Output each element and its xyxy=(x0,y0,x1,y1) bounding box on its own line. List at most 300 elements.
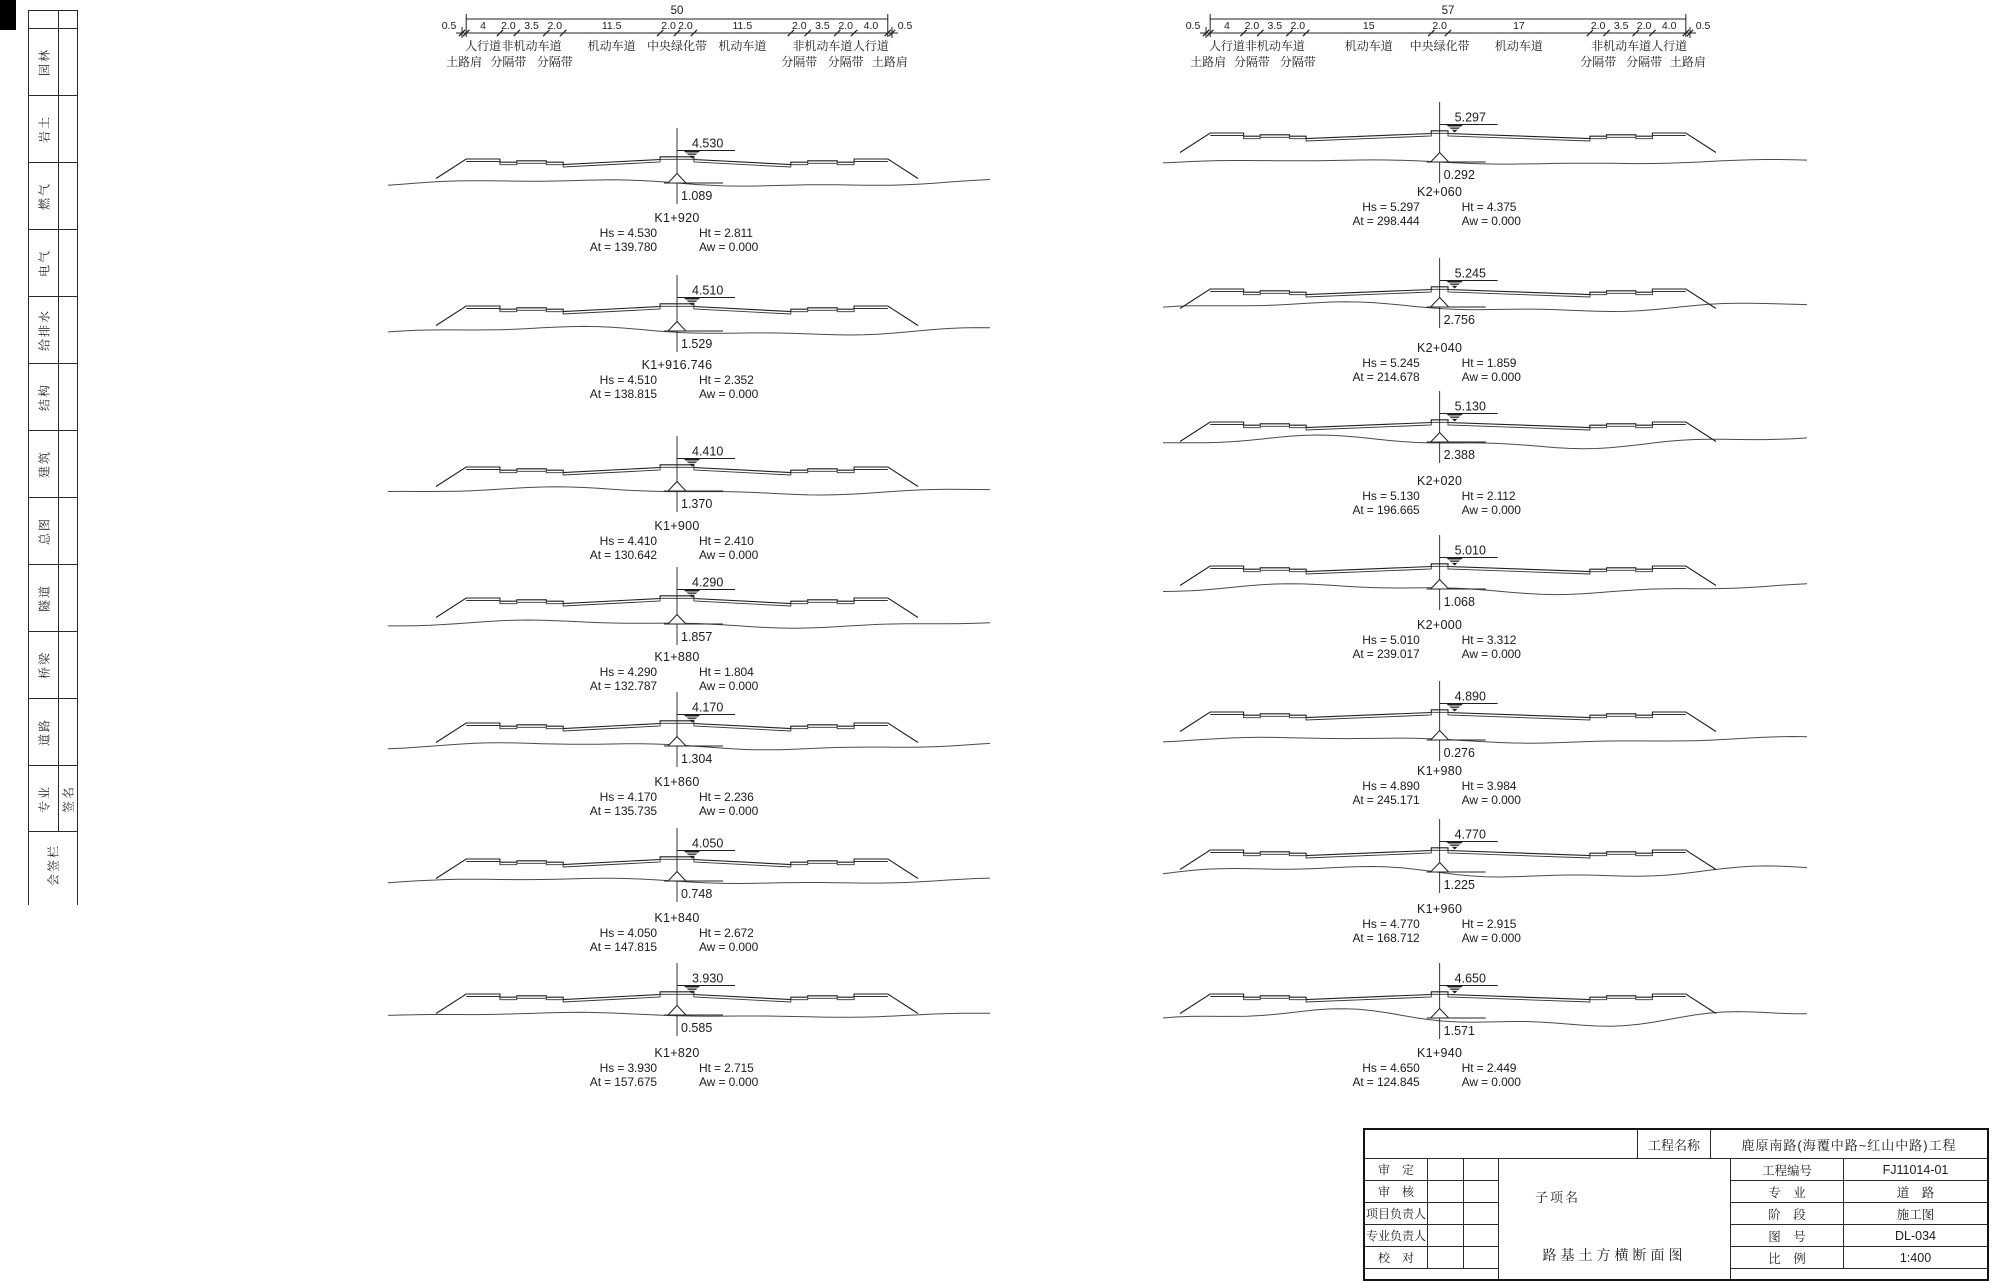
section-drawing xyxy=(1155,91,1815,191)
top-elevation: 3.930 xyxy=(692,971,724,986)
sub-lane-label: 分隔带 xyxy=(1626,55,1663,69)
dim-seg-value: 4 xyxy=(480,20,487,32)
section-drawing xyxy=(1155,247,1815,347)
station-label: K1+860 xyxy=(654,775,700,789)
approval-date-cell xyxy=(1464,1225,1498,1246)
at-value: At = 214.678 xyxy=(1352,369,1420,384)
ht-value: Ht = 2.915 xyxy=(1461,917,1517,931)
top-elevation: 5.245 xyxy=(1454,266,1486,281)
approval-row-label: 校 对 xyxy=(1365,1247,1428,1268)
section-drawing xyxy=(380,117,1000,217)
top-elevation: 4.170 xyxy=(692,700,724,715)
rail-frame xyxy=(28,10,78,832)
bottom-elevation: 0.276 xyxy=(1443,746,1475,760)
info-row xyxy=(1731,1247,1987,1269)
hs-value: Hs = 4.890 xyxy=(1362,779,1420,793)
rail-discipline-label: 燃气 xyxy=(37,181,51,211)
aw-value: Aw = 0.000 xyxy=(699,386,759,401)
bottom-elevation: 2.388 xyxy=(1443,448,1475,462)
ground-marker-icon xyxy=(1427,580,1486,590)
aw-value: Aw = 0.000 xyxy=(1461,930,1521,945)
lane-label: 中央绿化带 xyxy=(646,39,708,53)
dim-seg-value: 11.5 xyxy=(601,20,622,32)
left-stats xyxy=(537,227,657,254)
sub-lane-label: 土路肩 xyxy=(1669,55,1706,69)
ground-line xyxy=(1163,866,1807,877)
countersign-area xyxy=(28,836,78,894)
left-stats xyxy=(537,791,657,818)
aw-value: Aw = 0.000 xyxy=(699,239,759,254)
approval-row xyxy=(1365,1159,1498,1181)
bottom-elevation: 0.585 xyxy=(681,1021,713,1035)
rail-signature-cell xyxy=(58,297,77,363)
approval-row xyxy=(1365,1225,1498,1247)
at-value: At = 147.815 xyxy=(589,939,657,954)
dim-seg-value: 2.0 xyxy=(1432,20,1447,32)
countersign-label: 会签栏 xyxy=(46,843,61,887)
station-label: K1+840 xyxy=(654,911,700,925)
rail-signature-cell xyxy=(58,632,77,698)
top-elevation: 4.510 xyxy=(692,283,724,298)
approval-signature-cell xyxy=(1428,1225,1464,1246)
station-label: K1+820 xyxy=(654,1046,700,1060)
rail-discipline-cell xyxy=(29,297,77,364)
bottom-elevation: 1.089 xyxy=(681,189,713,203)
station-label: K1+960 xyxy=(1417,902,1463,916)
cross-section xyxy=(380,117,1000,257)
ground-marker-icon xyxy=(1427,153,1486,163)
ht-value: Ht = 1.804 xyxy=(699,665,754,679)
dim-total: 57 xyxy=(1441,5,1455,17)
approval-row-label: 审 核 xyxy=(1365,1181,1428,1202)
at-value: At = 135.735 xyxy=(589,803,657,818)
sub-lane-label: 分隔带 xyxy=(827,55,864,69)
cross-section xyxy=(1155,952,1815,1092)
rail-signature-cell xyxy=(58,29,77,95)
at-value: At = 245.171 xyxy=(1352,792,1420,807)
info-row xyxy=(1731,1181,1987,1203)
drawing-title: 路基土方横断面图 xyxy=(1542,1247,1687,1263)
station-label: K1+940 xyxy=(1417,1046,1463,1060)
ht-value: Ht = 2.715 xyxy=(699,1061,754,1075)
lane-label: 非机动车道 xyxy=(1244,39,1305,53)
approval-row-label: 审 定 xyxy=(1365,1159,1428,1180)
rail-discipline-cell xyxy=(29,96,77,163)
lane-label: 人行道 xyxy=(852,39,889,53)
aw-value: Aw = 0.000 xyxy=(699,678,759,693)
rail-discipline-label: 建筑 xyxy=(37,449,51,479)
ground-marker-icon xyxy=(664,322,723,332)
dim-seg-value: 3.5 xyxy=(815,20,830,32)
project-name-value: 鹿原南路(海覆中路~红山中路)工程 xyxy=(1741,1137,1957,1153)
at-value: At = 298.444 xyxy=(1352,213,1420,228)
rail-discipline-cell xyxy=(29,29,77,96)
dim-seg-value: 2.0 xyxy=(1590,20,1606,32)
aw-value: Aw = 0.000 xyxy=(699,803,759,818)
left-stats xyxy=(537,1062,657,1089)
approval-date-cell xyxy=(1464,1159,1498,1180)
hs-value: Hs = 3.930 xyxy=(599,1061,657,1075)
bottom-elevation: 1.571 xyxy=(1443,1024,1475,1038)
cross-section xyxy=(380,678,1000,821)
right-stats xyxy=(1462,1062,1592,1089)
info-row xyxy=(1731,1225,1987,1247)
rail-discipline-label: 电气 xyxy=(37,248,51,278)
rail-signature-cell xyxy=(58,163,77,229)
dim-seg-value: 4 xyxy=(1223,20,1230,32)
left-stats xyxy=(537,927,657,954)
dim-seg-value: 4.0 xyxy=(1661,20,1677,32)
rail-discipline-cell xyxy=(29,565,77,632)
left-stats xyxy=(1300,1062,1420,1089)
left-stats xyxy=(1300,918,1420,945)
right-stats xyxy=(699,227,829,254)
info-row-value: DL-034 xyxy=(1895,1228,1936,1243)
subitem-label: 子项名 xyxy=(1535,1190,1581,1205)
bottom-elevation: 1.370 xyxy=(681,497,713,511)
bottom-elevation: 2.756 xyxy=(1443,313,1475,327)
approval-signature-cell xyxy=(1428,1159,1464,1180)
bottom-elevation: 1.857 xyxy=(681,630,713,644)
left-stats xyxy=(1300,780,1420,807)
rail-discipline-cell xyxy=(29,163,77,230)
lane-label: 人行道 xyxy=(1208,39,1245,53)
approval-row-label: 项目负责人 xyxy=(1365,1203,1428,1224)
ground-marker-icon xyxy=(1427,1009,1486,1019)
hs-value: Hs = 4.290 xyxy=(599,665,657,679)
sub-lane-label: 分隔带 xyxy=(536,55,573,69)
rail-discipline-label: 岩土 xyxy=(37,114,51,144)
lane-label: 非机动车道 xyxy=(792,39,853,53)
lane-label: 机动车道 xyxy=(718,39,767,53)
info-row-label: 专 业 xyxy=(1731,1181,1844,1202)
ht-value: Ht = 1.859 xyxy=(1461,356,1517,370)
rail-discipline-cell xyxy=(29,364,77,431)
cross-section xyxy=(1155,247,1815,387)
hs-value: Hs = 5.245 xyxy=(1362,356,1420,370)
lane-label: 人行道 xyxy=(1651,39,1688,53)
section-drawing xyxy=(1155,808,1815,908)
rail-signature-cell xyxy=(58,699,77,765)
section-drawing xyxy=(380,817,1000,917)
lane-label: 机动车道 xyxy=(1494,39,1543,53)
ground-marker-icon xyxy=(1427,298,1486,308)
approval-row xyxy=(1365,1247,1498,1269)
project-name-label: 工程名称 xyxy=(1638,1130,1711,1158)
dim-seg-value: 2.0 xyxy=(1290,20,1306,32)
hs-value: Hs = 4.050 xyxy=(599,926,657,940)
title-block-main xyxy=(1365,1159,1987,1279)
aw-value: Aw = 0.000 xyxy=(1461,646,1521,661)
right-stats xyxy=(699,374,829,401)
info-row-value: 1:400 xyxy=(1899,1250,1932,1265)
top-elevation: 4.050 xyxy=(692,836,724,851)
station-label: K1+916.746 xyxy=(641,358,713,372)
sub-lane-label: 土路肩 xyxy=(446,55,483,69)
ground-marker-icon xyxy=(664,174,723,184)
station-label: K2+020 xyxy=(1417,474,1463,488)
hs-value: Hs = 4.650 xyxy=(1362,1061,1420,1075)
info-row xyxy=(1731,1203,1987,1225)
top-elevation: 5.130 xyxy=(1454,399,1486,414)
cross-section xyxy=(1155,670,1815,810)
station-label: K1+980 xyxy=(1417,764,1463,778)
dim-seg-value: 2.0 xyxy=(678,20,693,32)
dim-margin-value: 0.5 xyxy=(1185,20,1201,32)
rail-footer-right: 签名 xyxy=(61,784,76,813)
left-stats xyxy=(1300,634,1420,661)
top-elevation: 4.650 xyxy=(1454,971,1486,986)
hs-value: Hs = 5.297 xyxy=(1362,200,1420,214)
dim-margin-value: 0.5 xyxy=(441,20,457,32)
rail-discipline-label: 隧道 xyxy=(37,583,51,613)
bottom-elevation: 0.748 xyxy=(681,887,713,901)
dim-seg-value: 2.0 xyxy=(791,20,807,32)
at-value: At = 168.712 xyxy=(1352,930,1420,945)
info-row-value: FJ11014-01 xyxy=(1882,1162,1949,1177)
ht-value: Ht = 2.449 xyxy=(1461,1061,1517,1075)
right-stats xyxy=(699,1062,829,1089)
sub-lane-label: 土路肩 xyxy=(1190,55,1227,69)
at-value: At = 138.815 xyxy=(589,386,657,401)
hs-value: Hs = 4.410 xyxy=(599,534,657,548)
dim-seg-value: 11.5 xyxy=(732,20,753,32)
aw-value: Aw = 0.000 xyxy=(1461,1074,1521,1089)
sub-lane-label: 分隔带 xyxy=(1580,55,1617,69)
dim-seg-value: 4.0 xyxy=(863,20,879,32)
ht-value: Ht = 2.811 xyxy=(699,226,753,240)
left-stats xyxy=(537,374,657,401)
dim-seg-value: 3.5 xyxy=(524,20,539,32)
ground-marker-icon xyxy=(664,482,723,492)
approval-row xyxy=(1365,1181,1498,1203)
approval-date-cell xyxy=(1464,1203,1498,1224)
aw-value: Aw = 0.000 xyxy=(699,939,759,954)
rail-discipline-cell xyxy=(29,632,77,699)
dim-seg-value: 2.0 xyxy=(501,20,516,32)
dim-seg-value: 2.0 xyxy=(838,20,853,32)
dim-seg-value: 2.0 xyxy=(1244,20,1260,32)
lane-label: 非机动车道 xyxy=(1591,39,1652,53)
ht-value: Ht = 2.236 xyxy=(699,790,754,804)
at-value: At = 196.665 xyxy=(1352,502,1420,517)
cross-section xyxy=(380,556,1000,696)
top-elevation: 4.890 xyxy=(1454,689,1486,704)
ground-marker-icon xyxy=(1427,731,1486,741)
cross-section xyxy=(1155,91,1815,231)
dimension-strip xyxy=(1176,2,1720,72)
dim-seg-value: 17 xyxy=(1513,20,1525,32)
station-label: K2+060 xyxy=(1417,185,1463,199)
rail-signature-cell xyxy=(58,431,77,497)
sub-lane-label: 分隔带 xyxy=(1279,55,1316,69)
approval-signature-cell xyxy=(1428,1181,1464,1202)
at-value: At = 124.845 xyxy=(1352,1074,1420,1089)
right-stats xyxy=(1462,490,1592,517)
rail-footer-left: 专业 xyxy=(37,784,51,813)
info-row-label: 比 例 xyxy=(1731,1247,1844,1268)
rail-discipline-label: 道路 xyxy=(37,717,51,747)
aw-value: Aw = 0.000 xyxy=(699,547,759,562)
info-row xyxy=(1731,1159,1987,1181)
ground-marker-icon xyxy=(1427,433,1486,443)
rail-discipline-label: 总图 xyxy=(37,516,51,546)
section-drawing xyxy=(1155,952,1815,1052)
subitem-cell xyxy=(1498,1159,1730,1279)
bottom-elevation: 1.225 xyxy=(1443,878,1475,892)
dim-total: 50 xyxy=(670,5,684,17)
ht-value: Ht = 2.410 xyxy=(699,534,754,548)
hs-value: Hs = 4.770 xyxy=(1362,917,1420,931)
section-drawing xyxy=(380,264,1000,364)
approval-row xyxy=(1365,1203,1498,1225)
hs-value: Hs = 4.170 xyxy=(599,790,657,804)
rail-discipline-label: 结构 xyxy=(37,382,51,412)
rail-empty-cell xyxy=(29,11,77,29)
section-drawing xyxy=(1155,524,1815,624)
section-drawing xyxy=(380,425,1000,525)
rail-discipline-label: 给排水 xyxy=(37,308,51,352)
station-label: K2+040 xyxy=(1417,341,1463,355)
ground-marker-icon xyxy=(664,872,723,882)
at-value: At = 157.675 xyxy=(589,1074,657,1089)
station-label: K1+920 xyxy=(654,211,700,225)
aw-value: Aw = 0.000 xyxy=(1461,502,1521,517)
aw-value: Aw = 0.000 xyxy=(1461,213,1521,228)
rail-signature-cell xyxy=(58,96,77,162)
at-value: At = 239.017 xyxy=(1352,646,1420,661)
rail-signature-cell xyxy=(58,498,77,564)
aw-value: Aw = 0.000 xyxy=(699,1074,759,1089)
rail-discipline-cell xyxy=(29,431,77,498)
hs-value: Hs = 4.510 xyxy=(599,373,657,387)
right-stats xyxy=(699,927,829,954)
cross-section xyxy=(1155,524,1815,664)
right-stats xyxy=(1462,918,1592,945)
rail-discipline-cell xyxy=(29,699,77,766)
ht-value: Ht = 3.984 xyxy=(1461,779,1517,793)
approval-signature-cell xyxy=(1428,1247,1464,1268)
at-value: At = 130.642 xyxy=(589,547,657,562)
drawing-info-rows xyxy=(1730,1159,1987,1279)
ht-value: Ht = 4.375 xyxy=(1461,200,1517,214)
dim-seg-value: 15 xyxy=(1362,20,1375,32)
bottom-elevation: 1.068 xyxy=(1443,595,1475,609)
top-elevation: 4.290 xyxy=(692,575,724,590)
rail-discipline-label: 桥梁 xyxy=(37,650,51,680)
section-drawing xyxy=(1155,380,1815,480)
dim-margin-value: 0.5 xyxy=(1695,20,1711,32)
cross-section xyxy=(380,817,1000,957)
frame-corner-mark xyxy=(0,0,16,30)
dim-seg-value: 3.5 xyxy=(1613,20,1629,32)
ht-value: Ht = 3.312 xyxy=(1461,633,1517,647)
dimension-strip xyxy=(437,2,927,72)
rail-signature-cell xyxy=(58,565,77,631)
approval-signature-cell xyxy=(1428,1203,1464,1224)
title-block-top-row xyxy=(1365,1130,1987,1159)
hs-value: Hs = 4.530 xyxy=(599,226,657,240)
rail-discipline-label: 园林 xyxy=(37,47,51,77)
rail-signature-cell xyxy=(58,364,77,430)
ground-marker-icon xyxy=(664,737,723,747)
right-stats xyxy=(1462,201,1592,228)
cross-section xyxy=(1155,380,1815,520)
cross-section xyxy=(380,264,1000,404)
section-drawing xyxy=(1155,670,1815,770)
dim-seg-value: 2.0 xyxy=(1636,20,1652,32)
right-stats xyxy=(1462,780,1592,807)
cross-section xyxy=(380,952,1000,1092)
station-label: K1+900 xyxy=(654,519,700,533)
left-stats xyxy=(1300,201,1420,228)
lane-label: 机动车道 xyxy=(587,39,636,53)
top-elevation: 4.530 xyxy=(692,136,724,151)
top-elevation: 4.410 xyxy=(692,444,724,459)
ground-marker-icon xyxy=(664,1006,723,1016)
title-block xyxy=(1363,1128,1989,1281)
approval-date-cell xyxy=(1464,1247,1498,1268)
cross-section xyxy=(1155,808,1815,948)
section-drawing xyxy=(380,952,1000,1052)
sub-lane-label: 土路肩 xyxy=(871,55,908,69)
aw-value: Aw = 0.000 xyxy=(1461,369,1521,384)
dim-margin-value: 0.5 xyxy=(897,20,913,32)
ht-value: Ht = 2.352 xyxy=(699,373,754,387)
section-drawing xyxy=(380,556,1000,656)
station-label: K1+880 xyxy=(654,650,700,664)
sub-lane-label: 分隔带 xyxy=(1233,55,1270,69)
right-stats xyxy=(1462,634,1592,661)
ht-value: Ht = 2.112 xyxy=(1461,489,1516,503)
bottom-elevation: 1.304 xyxy=(681,752,713,766)
approval-row-label: 专业负责人 xyxy=(1365,1225,1428,1246)
left-stats xyxy=(1300,490,1420,517)
hs-value: Hs = 5.130 xyxy=(1362,489,1420,503)
aw-value: Aw = 0.000 xyxy=(1461,792,1521,807)
ht-value: Ht = 2.672 xyxy=(699,926,754,940)
section-drawing xyxy=(380,678,1000,781)
lane-label: 机动车道 xyxy=(1344,39,1393,53)
at-value: At = 139.780 xyxy=(589,239,657,254)
hs-value: Hs = 5.010 xyxy=(1362,633,1420,647)
rail-discipline-cell xyxy=(29,230,77,297)
sub-lane-label: 分隔带 xyxy=(781,55,818,69)
station-label: K2+000 xyxy=(1417,618,1463,632)
ground-line xyxy=(1163,1009,1807,1026)
cross-section xyxy=(380,425,1000,565)
top-elevation: 5.010 xyxy=(1454,543,1486,558)
rail-footer-cell xyxy=(29,766,77,831)
approval-date-cell xyxy=(1464,1181,1498,1202)
rail-signature-cell xyxy=(58,230,77,296)
at-value: At = 132.787 xyxy=(589,678,657,693)
title-block-blank-cell xyxy=(1365,1130,1638,1158)
right-stats xyxy=(699,791,829,818)
info-row-label: 阶 段 xyxy=(1731,1203,1844,1224)
info-row-label: 工程编号 xyxy=(1731,1159,1844,1180)
dim-seg-value: 2.0 xyxy=(547,20,563,32)
info-row-value: 施工图 xyxy=(1896,1207,1935,1222)
sub-lane-label: 分隔带 xyxy=(490,55,527,69)
lane-label: 人行道 xyxy=(465,39,502,53)
bottom-elevation: 0.292 xyxy=(1443,168,1475,182)
info-row-value: 道 路 xyxy=(1896,1185,1935,1200)
approval-rows xyxy=(1365,1159,1498,1279)
lane-label: 中央绿化带 xyxy=(1409,39,1470,53)
top-elevation: 5.297 xyxy=(1454,110,1486,125)
dim-seg-value: 2.0 xyxy=(661,20,676,32)
